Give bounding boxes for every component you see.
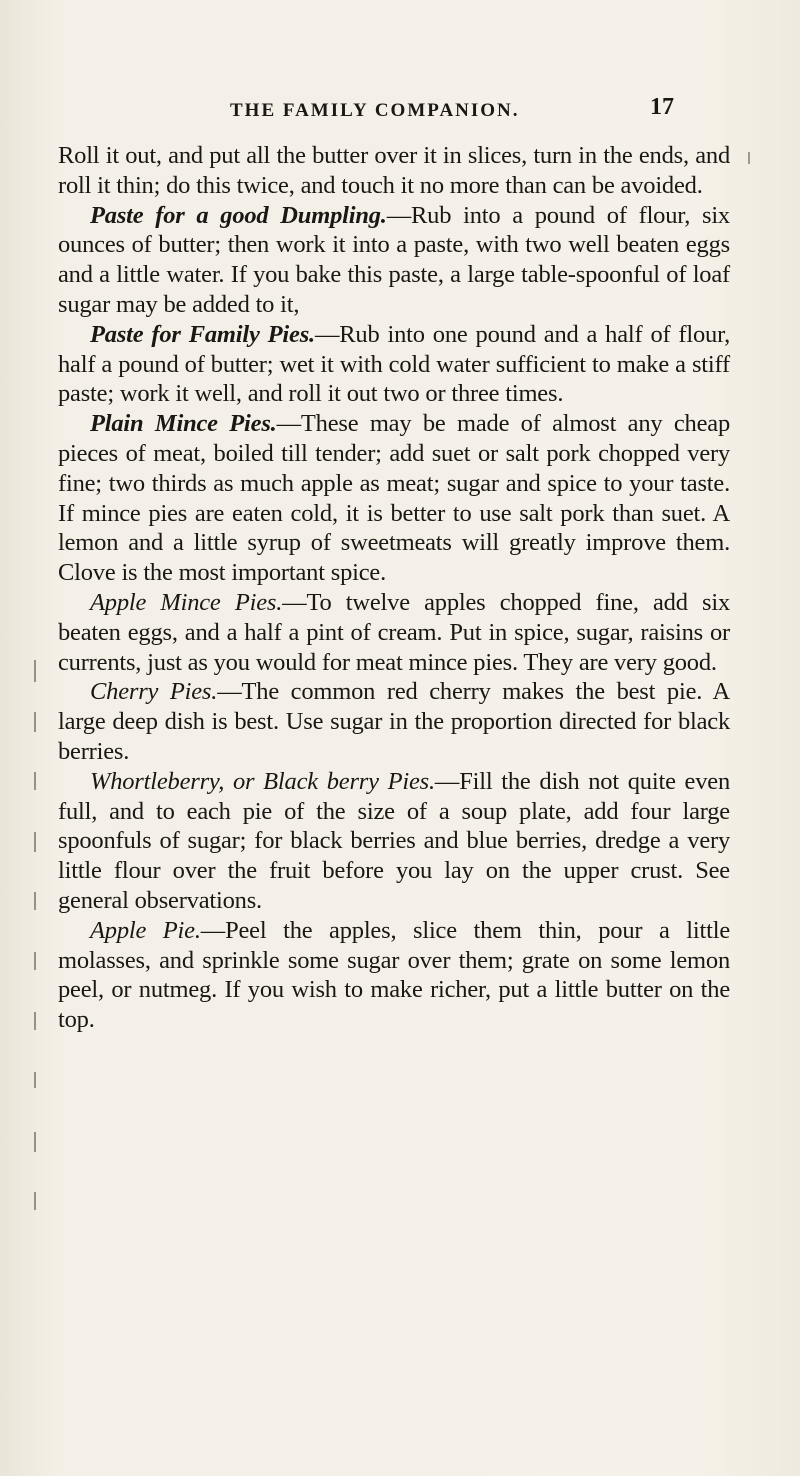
recipe-heading: Apple Pie. [90, 916, 201, 944]
paragraph-text: —These may be made of almost any cheap pieces of meat, boiled till tender; add suet or salt pork chopped very fine; two thirds as much apple as meat; sugar and spice to your taste. If mince pies are eaten cold, it is better to use salt pork than suet. A lemon and a little syrup of sweetmeats will greatly improve them. Clove is the most important spice. [58, 410, 730, 587]
paragraph-continuation [58, 141, 730, 201]
recipe-heading: Plain Mince Pies. [90, 410, 277, 438]
recipe-paste-family-pies [58, 320, 730, 409]
paragraph-text: —Rub into a pound of flour, six ounces of butter; then work it into a paste, with two well beaten eggs and a little water. If you bake this paste, a large table-spoonful of loaf sugar may be added to it, [58, 201, 730, 318]
paragraph-text: Roll it out, and put all the butter over it in slices, turn in the ends, and roll it thin; do this twice, and touch it no more than can be avoided. [58, 142, 730, 199]
recipe-heading: Paste for a good Dumpling. [90, 201, 387, 229]
recipe-heading: Paste for Family Pies. [90, 320, 315, 348]
paragraph-text: —Rub into one pound and a half of flour, half a pound of butter; wet it with cold water sufficient to make a stiff paste; work it well, and roll it out two or three times. [58, 320, 730, 408]
page-number: 17 [650, 94, 674, 120]
recipe-apple-pie [58, 916, 730, 1035]
recipe-plain-mince-pies [58, 409, 730, 588]
paragraph-text: —To twelve apples chopped fine, add six beaten eggs, and a half a pint of cream. Put in spice, sugar, raisins or currents, just as you would for meat mince pies. They are very good. [58, 588, 730, 676]
recipe-cherry-pies [58, 677, 730, 766]
recipe-paste-dumpling [58, 201, 730, 320]
left-margin-marks [34, 660, 42, 1220]
margin-mark [748, 152, 750, 164]
recipe-text [58, 141, 730, 1035]
paragraph-text: —The common red cherry makes the best pie. A large deep dish is best. Use sugar in the proportion directed for black berries. [58, 678, 730, 765]
recipe-heading: Cherry Pies. [90, 678, 218, 706]
recipe-heading: Apple Mince Pies. [90, 588, 283, 616]
header-title: THE FAMILY COMPANION. [230, 100, 520, 121]
paragraph-text: —Fill the dish not quite even full, and to each pie of the size of a soup plate, add four large spoonfuls of sugar; for black berries and blue berries, dredge a very little flour over the fruit before you lay on the upper crust. See general observations. [58, 767, 731, 914]
recipe-apple-mince-pies [58, 588, 730, 677]
recipe-heading: Whortleberry, or Black berry Pies. [90, 767, 435, 795]
recipe-whortleberry-pies [58, 767, 730, 916]
paragraph-text: —Peel the apples, slice them thin, pour a little molasses, and sprinkle some sugar over them; grate on some lemon peel, or nutmeg. If you wish to make richer, put a little butter on the top. [58, 916, 731, 1034]
running-head [0, 90, 800, 130]
